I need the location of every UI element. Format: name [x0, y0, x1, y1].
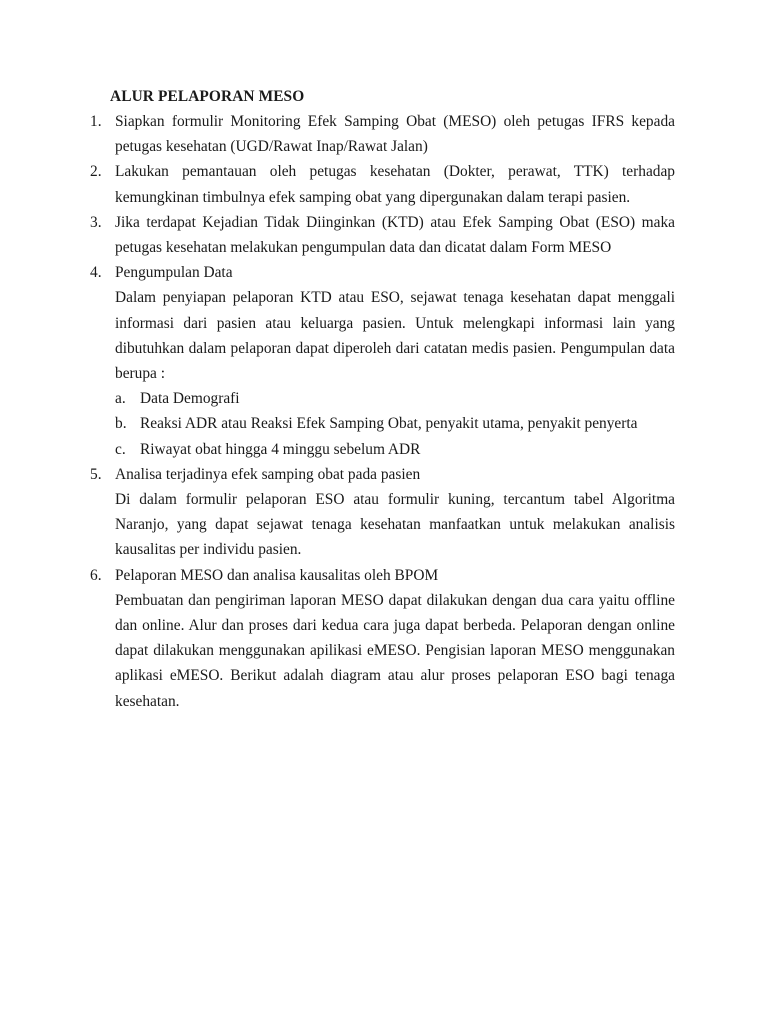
- item-number: 3.: [90, 213, 102, 231]
- item-heading: Pengumpulan Data: [115, 264, 233, 282]
- sub-list-item: [115, 386, 675, 411]
- steps-list: [90, 109, 675, 714]
- sub-list-item: [115, 437, 675, 462]
- document-page: [90, 84, 675, 714]
- item-text: Di dalam formulir pelaporan ESO atau formulir kuning, tercantum tabel Algoritma Naranjo, yang dapat sejawat tenaga kesehatan manfaatkan untuk melakukan analisis kausalitas per individu pasien.: [115, 491, 675, 559]
- sub-item-letter: b.: [115, 415, 127, 433]
- item-text: Dalam penyiapan pelaporan KTD atau ESO, sejawat tenaga kesehatan dapat menggali informasi dari pasien atau keluarga pasien. Untuk melengkapi informasi lain yang dibutuhkan dalam pelaporan dapat diperoleh dari catatan medis pasien. Pengumpulan data berupa :: [115, 289, 675, 383]
- sub-item-letter: c.: [115, 440, 126, 458]
- sub-list-item: [115, 411, 675, 436]
- list-item: [90, 109, 675, 159]
- document-title: ALUR PELAPORAN MESO: [110, 88, 305, 105]
- item-number: 1.: [90, 113, 102, 130]
- sub-item-letter: a.: [115, 390, 126, 408]
- item-number: 5.: [90, 465, 102, 483]
- item-text: Lakukan pemantauan oleh petugas kesehatan (Dokter, perawat, TTK) terhadap kemungkinan timbulnya efek samping obat yang dipergunakan dalam terapi pasien.: [115, 163, 675, 206]
- sub-item-text: Riwayat obat hingga 4 minggu sebelum ADR: [140, 440, 421, 458]
- list-item: [90, 563, 675, 714]
- item-text: Jika terdapat Kejadian Tidak Diinginkan (KTD) atau Efek Samping Obat (ESO) maka petugas kesehatan melakukan pengumpulan data dan dicatat dalam Form MESO: [115, 213, 675, 257]
- item-heading: Analisa terjadinya efek samping obat pada pasien: [115, 465, 421, 483]
- item-heading: Pelaporan MESO dan analisa kausalitas oleh BPOM: [115, 566, 439, 584]
- item-text: Pembuatan dan pengiriman laporan MESO dapat dilakukan dengan dua cara yaitu offline dan online. Alur dan proses dari kedua cara juga dapat berbeda. Pelaporan dengan online dapat dilakukan menggunakan apilikasi eMESO. Pengisian laporan MESO menggunakan aplikasi eMESO. Berikut adalah diagram atau alur proses pelaporan ESO bagi tenaga kesehatan.: [115, 591, 675, 710]
- sub-list: [115, 386, 675, 462]
- sub-item-text: Reaksi ADR atau Reaksi Efek Samping Obat, penyakit utama, penyakit penyerta: [140, 415, 638, 433]
- list-item: [90, 260, 675, 462]
- item-number: 6.: [90, 566, 102, 584]
- item-number: 4.: [90, 264, 102, 282]
- list-item: [90, 210, 675, 260]
- item-text: Siapkan formulir Monitoring Efek Samping Obat (MESO) oleh petugas IFRS kepada petugas kesehatan (UGD/Rawat Inap/Rawat Jalan): [115, 113, 675, 156]
- item-number: 2.: [90, 163, 102, 181]
- sub-item-text: Data Demografi: [140, 390, 240, 408]
- list-item: [90, 159, 675, 209]
- list-item: [90, 462, 675, 563]
